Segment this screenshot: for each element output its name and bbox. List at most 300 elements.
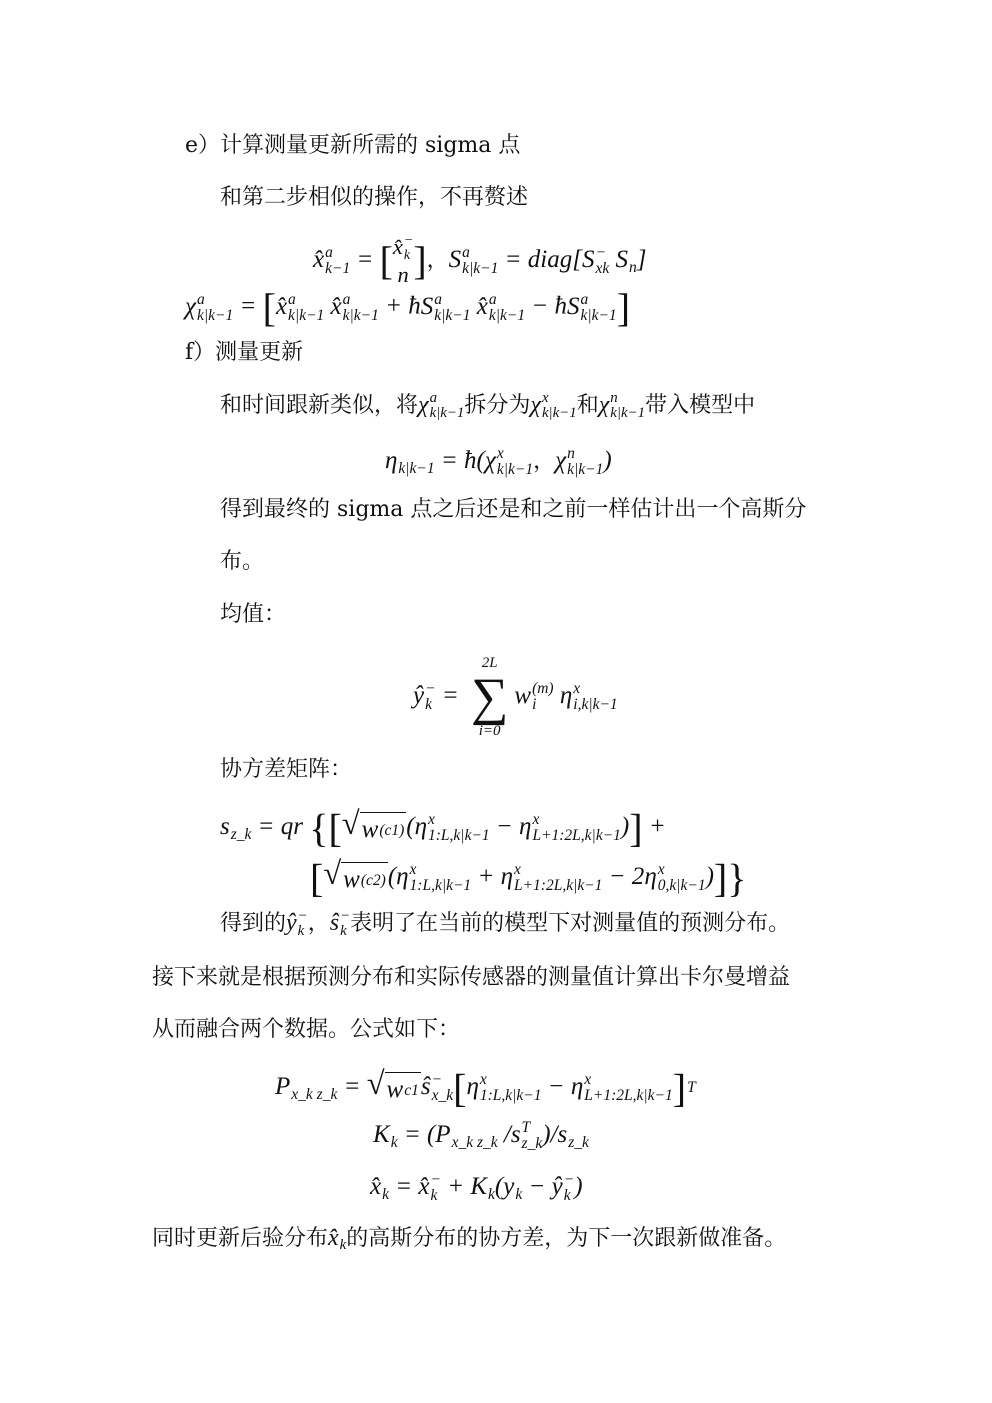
script bbox=[391, 1121, 398, 1151]
text-run: = ( bbox=[397, 1121, 436, 1148]
math-symbol bbox=[418, 1171, 441, 1205]
text-run: 拆分为 bbox=[464, 393, 531, 418]
math-symbol bbox=[185, 290, 234, 324]
bracket: ] bbox=[672, 1065, 687, 1111]
symbol-base: η bbox=[466, 1073, 479, 1100]
script bbox=[434, 292, 470, 325]
text-run: = bbox=[389, 1173, 419, 1200]
math-symbol bbox=[530, 389, 577, 422]
subscript: xk bbox=[595, 260, 610, 278]
square-root bbox=[342, 808, 406, 845]
superscript: a bbox=[197, 290, 205, 308]
math-symbol bbox=[362, 816, 405, 843]
line-text-kalman-2 bbox=[152, 1015, 460, 1045]
bracket: [ bbox=[379, 238, 393, 284]
line-text-similar bbox=[220, 183, 528, 213]
math-symbol bbox=[396, 861, 472, 895]
text-run: ) bbox=[705, 863, 714, 890]
math-symbol bbox=[476, 290, 526, 324]
symbol-base: η bbox=[559, 681, 573, 709]
line-formula-cov-2 bbox=[310, 855, 747, 901]
line-formula-sigma-points bbox=[185, 285, 631, 330]
line-formula-cross-cov bbox=[275, 1065, 696, 1111]
subscript: k|k−1 bbox=[197, 307, 234, 324]
script bbox=[658, 862, 706, 895]
symbol-base: χ bbox=[418, 392, 429, 418]
bracket: [ bbox=[310, 855, 324, 901]
radical-sign: √ bbox=[366, 1066, 385, 1102]
math-symbol bbox=[286, 907, 308, 940]
math-symbol bbox=[413, 679, 436, 714]
script bbox=[564, 1172, 574, 1205]
superscript: a bbox=[488, 290, 497, 308]
symbol-base: P bbox=[435, 1121, 451, 1148]
text-run: ) bbox=[620, 813, 630, 840]
text-run: / bbox=[497, 1121, 511, 1148]
superscript bbox=[391, 1121, 398, 1135]
script bbox=[325, 245, 350, 278]
script bbox=[542, 391, 577, 422]
sigma-symbol: ∑ bbox=[470, 668, 509, 726]
math-symbol bbox=[644, 861, 706, 895]
text-run: 从而融合两个数据。公式如下： bbox=[152, 1017, 461, 1042]
superscript: x bbox=[428, 811, 435, 828]
script bbox=[522, 1120, 543, 1153]
line-formula-eta bbox=[385, 446, 612, 479]
punctuation: ， bbox=[533, 449, 556, 474]
superscript: (m) bbox=[532, 679, 554, 697]
subscript: k bbox=[515, 1186, 523, 1204]
script bbox=[687, 1080, 696, 1096]
superscript: T bbox=[521, 1119, 531, 1136]
superscript: − bbox=[425, 679, 436, 697]
subscript: k bbox=[430, 1187, 438, 1205]
line-formula-mean bbox=[413, 656, 618, 739]
superscript: a bbox=[288, 290, 296, 308]
symbol-base: χ bbox=[530, 392, 541, 418]
symbol-base: x̂ bbox=[476, 292, 488, 320]
script bbox=[462, 245, 498, 278]
superscript: a bbox=[434, 290, 442, 308]
symbol-base: x̂ bbox=[370, 1173, 382, 1200]
text-run: n bbox=[397, 262, 409, 288]
script bbox=[568, 1121, 589, 1151]
matrix-entry bbox=[393, 234, 413, 263]
math-symbol bbox=[448, 243, 499, 278]
text-run: 均值： bbox=[220, 602, 287, 627]
square-root bbox=[323, 858, 387, 895]
symbol-base: η bbox=[385, 447, 398, 474]
text-run: − bbox=[522, 1173, 552, 1200]
text-run: = bbox=[233, 292, 263, 320]
math-symbol bbox=[418, 389, 465, 422]
subscript: 1:L,k|k−1 bbox=[428, 827, 490, 845]
text-run: = ħ( bbox=[434, 447, 485, 474]
script bbox=[382, 1173, 389, 1203]
subscript: k|k−1 bbox=[434, 307, 471, 324]
script bbox=[573, 681, 617, 714]
superscript: n bbox=[610, 389, 618, 406]
script bbox=[430, 1172, 440, 1205]
text-run: 协方差矩阵： bbox=[220, 757, 353, 782]
superscript: − bbox=[340, 907, 351, 924]
subscript: k|k−1 bbox=[541, 405, 577, 422]
symbol-base: η bbox=[644, 863, 657, 890]
symbol-base: ŝ bbox=[420, 1073, 431, 1100]
subscript: z_k bbox=[568, 1134, 589, 1152]
text-run: 和 bbox=[576, 393, 599, 418]
subscript: i,k|k−1 bbox=[573, 696, 618, 714]
symbol-base: S bbox=[448, 245, 462, 273]
script bbox=[488, 1173, 495, 1203]
math-symbol bbox=[598, 389, 646, 422]
script bbox=[514, 862, 602, 895]
script bbox=[489, 292, 525, 325]
bracket: ] bbox=[616, 285, 631, 330]
subscript: k bbox=[339, 1237, 347, 1254]
text-run: ， bbox=[307, 911, 330, 936]
math-symbol bbox=[551, 1171, 575, 1205]
math-symbol bbox=[373, 1121, 398, 1152]
superscript bbox=[488, 1173, 495, 1187]
text-run: ( bbox=[406, 813, 415, 840]
symbol-base: η bbox=[519, 813, 532, 840]
subscript: L+1:2L,k|k−1 bbox=[513, 877, 603, 895]
text-run: = diag[ bbox=[498, 245, 582, 273]
matrix-column bbox=[393, 234, 413, 288]
subscript: 1:L,k|k−1 bbox=[479, 1087, 542, 1105]
superscript: x bbox=[513, 861, 521, 878]
script bbox=[231, 813, 252, 843]
symbol-base: x̂ bbox=[418, 1173, 430, 1200]
math-symbol bbox=[470, 1173, 495, 1204]
math-symbol bbox=[466, 1071, 542, 1105]
math-symbol bbox=[328, 1225, 347, 1254]
script bbox=[497, 446, 533, 479]
line-text-covariance bbox=[220, 755, 352, 785]
superscript: x bbox=[409, 861, 417, 878]
script bbox=[629, 246, 637, 276]
math-symbol bbox=[570, 1071, 673, 1105]
line-formula-gain bbox=[373, 1120, 589, 1153]
subscript: 0,k|k−1 bbox=[657, 877, 706, 895]
superscript: a bbox=[325, 243, 333, 261]
symbol-base: χ bbox=[484, 447, 496, 474]
text-run: ] bbox=[636, 245, 647, 273]
subscript: k|k−1 bbox=[288, 307, 325, 324]
math-symbol bbox=[313, 243, 351, 278]
radical-sign: √ bbox=[341, 806, 360, 842]
superscript: n bbox=[567, 445, 575, 462]
superscript: c1 bbox=[404, 1082, 419, 1100]
symbol-base: w bbox=[361, 816, 379, 843]
text-run: + bbox=[440, 1173, 471, 1200]
subscript: L+1:2L,k|k−1 bbox=[532, 827, 621, 845]
sum-upper-limit: 2L bbox=[481, 655, 498, 671]
script bbox=[532, 681, 554, 714]
text-run: 得到最终的 sigma 点之后还是和之前一样估计出一个高斯分 bbox=[220, 497, 807, 522]
line-text-split bbox=[220, 390, 755, 422]
symbol-base: x̂ bbox=[328, 1225, 339, 1251]
text-run: 接下来就是根据预测分布和实际传感器的测量值计算出卡尔曼增益 bbox=[152, 965, 791, 990]
text-run: + bbox=[471, 863, 501, 890]
script bbox=[404, 234, 413, 263]
superscript: T bbox=[687, 1079, 696, 1097]
math-symbol bbox=[559, 679, 618, 714]
radicand bbox=[385, 1072, 421, 1105]
math-symbol bbox=[387, 1076, 419, 1103]
subscript: k|k−1 bbox=[429, 405, 465, 422]
subscript: n bbox=[628, 258, 637, 276]
symbol-base: x̂ bbox=[330, 292, 342, 320]
script bbox=[298, 909, 308, 940]
superscript bbox=[568, 1121, 589, 1135]
superscript bbox=[629, 246, 637, 260]
math-symbol bbox=[275, 290, 325, 324]
text-run: ( bbox=[387, 863, 397, 890]
superscript bbox=[452, 1121, 498, 1135]
text-run: f）测量更新 bbox=[185, 340, 304, 365]
text-run: 同时更新后验分布 bbox=[152, 1226, 329, 1251]
script bbox=[480, 1072, 542, 1105]
math-symbol bbox=[414, 811, 490, 845]
subscript: k|k−1 bbox=[488, 307, 526, 324]
subscript: k|k−1 bbox=[398, 460, 435, 478]
script bbox=[610, 391, 645, 422]
symbol-base: x̂ bbox=[392, 233, 403, 259]
symbol-base: P bbox=[275, 1073, 291, 1100]
subscript: k bbox=[297, 923, 305, 940]
line-text-gaussian-1 bbox=[220, 495, 806, 525]
subscript: k|k−1 bbox=[342, 307, 379, 324]
script bbox=[410, 862, 472, 895]
subscript: x_k z_k bbox=[451, 1134, 498, 1152]
text-run: 得到的 bbox=[220, 911, 287, 936]
line-text-kalman-1 bbox=[152, 963, 790, 993]
text-run: )/ bbox=[542, 1121, 558, 1148]
symbol-base: w bbox=[514, 681, 532, 709]
script bbox=[340, 909, 350, 940]
bracket: ] bbox=[629, 805, 643, 851]
script bbox=[595, 245, 609, 278]
script bbox=[379, 823, 404, 839]
symbol-base: S bbox=[420, 292, 434, 320]
symbol-base: χ bbox=[598, 392, 610, 418]
math-symbol bbox=[329, 907, 351, 940]
superscript: a bbox=[429, 389, 438, 406]
symbol-base: η bbox=[500, 863, 513, 890]
superscript bbox=[398, 447, 434, 461]
punctuation: ， bbox=[426, 247, 449, 273]
symbol-base: K bbox=[373, 1121, 390, 1148]
math-symbol bbox=[686, 1073, 696, 1100]
superscript: − bbox=[430, 1171, 441, 1188]
math-symbol bbox=[385, 447, 435, 478]
math-symbol bbox=[343, 866, 386, 893]
math-symbol bbox=[514, 679, 554, 714]
superscript: a bbox=[342, 290, 351, 308]
line-text-mean bbox=[220, 600, 286, 630]
square-root bbox=[367, 1068, 421, 1105]
math-symbol bbox=[420, 1071, 454, 1105]
script bbox=[197, 292, 233, 325]
symbol-base: S bbox=[581, 245, 595, 273]
radicand bbox=[341, 862, 388, 895]
bracket: {[ bbox=[309, 805, 342, 851]
superscript: a bbox=[462, 243, 470, 261]
math-symbol bbox=[420, 290, 471, 324]
line-formula-cov-1 bbox=[220, 805, 666, 851]
line-formula-update bbox=[370, 1172, 583, 1205]
subscript: z_k bbox=[230, 826, 252, 844]
subscript: k bbox=[382, 1186, 389, 1204]
text-run: 布。 bbox=[220, 549, 265, 574]
line-text-prediction bbox=[220, 908, 790, 940]
subscript: k bbox=[425, 696, 432, 714]
script bbox=[432, 1072, 454, 1105]
subscript: k|k−1 bbox=[567, 461, 604, 479]
superscript: x bbox=[479, 1071, 487, 1088]
matrix-entry bbox=[397, 263, 408, 288]
text-run: = qr bbox=[251, 813, 310, 840]
text-run: ( bbox=[494, 1173, 504, 1200]
symbol-base: s bbox=[510, 1121, 521, 1148]
subscript: z_k bbox=[521, 1135, 543, 1153]
superscript: (c1) bbox=[379, 822, 405, 840]
script bbox=[288, 292, 324, 325]
symbol-base: x̂ bbox=[313, 245, 325, 273]
superscript: x bbox=[657, 861, 665, 878]
subscript: k|k−1 bbox=[462, 260, 499, 278]
symbol-base: η bbox=[396, 863, 409, 890]
text-run: − 2 bbox=[602, 863, 645, 890]
line-text-gaussian-2 bbox=[220, 547, 264, 577]
script bbox=[343, 292, 379, 325]
subscript: k bbox=[488, 1186, 495, 1204]
symbol-base: ŝ bbox=[329, 910, 340, 936]
subscript: L+1:2L,k|k−1 bbox=[584, 1087, 673, 1105]
bracket: [ bbox=[453, 1065, 467, 1111]
superscript: − bbox=[563, 1171, 575, 1188]
superscript: − bbox=[431, 1071, 443, 1088]
text-run: − bbox=[541, 1073, 571, 1100]
text-run: 带入模型中 bbox=[645, 393, 756, 418]
radical-sign: √ bbox=[323, 856, 342, 892]
text-run: = bbox=[350, 245, 380, 273]
text-run: = bbox=[435, 681, 465, 709]
symbol-base: η bbox=[570, 1073, 584, 1100]
math-symbol bbox=[330, 290, 379, 324]
symbol-base: ŷ bbox=[413, 681, 425, 709]
script bbox=[398, 447, 434, 477]
text-run: − ħ bbox=[525, 292, 567, 320]
subscript: k bbox=[340, 923, 347, 940]
symbol-base: S bbox=[566, 292, 580, 320]
line-formula-augmented-state bbox=[313, 234, 646, 288]
superscript bbox=[231, 813, 252, 827]
symbol-base: w bbox=[343, 866, 360, 893]
symbol-base: s bbox=[557, 1121, 568, 1148]
superscript: − bbox=[595, 243, 606, 261]
subscript: k|k−1 bbox=[496, 461, 534, 479]
text-run: + bbox=[642, 813, 666, 840]
text-run: e）计算测量更新所需的 sigma 点 bbox=[185, 133, 521, 158]
subscript: k−1 bbox=[325, 260, 351, 278]
script bbox=[430, 391, 465, 422]
script bbox=[584, 1072, 672, 1105]
symbol-base: χ bbox=[555, 447, 567, 474]
text-run: + ħ bbox=[378, 292, 421, 320]
script bbox=[291, 1073, 337, 1103]
text-run: − bbox=[489, 813, 520, 840]
math-symbol bbox=[581, 243, 610, 278]
symbol-base: x̂ bbox=[275, 292, 288, 320]
text-run: 和第二步相似的操作，不再赘述 bbox=[220, 185, 529, 210]
subscript: x_k bbox=[431, 1087, 454, 1105]
line-heading-e bbox=[185, 131, 520, 161]
symbol-base: w bbox=[386, 1076, 404, 1103]
math-symbol bbox=[435, 1121, 498, 1152]
superscript: − bbox=[403, 233, 414, 248]
line-heading-f bbox=[185, 338, 303, 368]
script bbox=[580, 292, 616, 325]
text-run: ) bbox=[574, 1173, 583, 1200]
symbol-base: y bbox=[503, 1173, 515, 1200]
bracket: ] bbox=[413, 238, 427, 284]
symbol-base: ŷ bbox=[286, 910, 297, 936]
math-symbol bbox=[555, 445, 604, 479]
symbol-base: S bbox=[615, 245, 628, 273]
math-symbol bbox=[503, 1173, 523, 1204]
script bbox=[532, 812, 620, 845]
sum-lower-limit: i=0 bbox=[478, 722, 501, 739]
superscript: a bbox=[580, 290, 589, 308]
symbol-base: η bbox=[414, 813, 428, 840]
subscript: k|k−1 bbox=[580, 307, 617, 324]
math-symbol bbox=[500, 861, 603, 895]
subscript: x_k z_k bbox=[291, 1086, 338, 1104]
script bbox=[567, 446, 603, 479]
bracket: ]} bbox=[713, 855, 747, 901]
subscript: k bbox=[403, 247, 411, 263]
summation bbox=[471, 656, 508, 739]
math-symbol bbox=[557, 1121, 589, 1152]
text-run: = bbox=[337, 1073, 367, 1100]
superscript: x bbox=[541, 389, 549, 406]
script bbox=[425, 681, 435, 714]
math-symbol bbox=[615, 245, 637, 276]
text-run: 和时间跟新类似，将 bbox=[220, 393, 419, 418]
math-symbol bbox=[220, 813, 252, 844]
math-symbol bbox=[510, 1119, 543, 1153]
math-symbol bbox=[566, 290, 617, 324]
subscript: i bbox=[532, 696, 537, 714]
script bbox=[404, 1083, 419, 1099]
line-text-posterior bbox=[152, 1223, 786, 1254]
bracket: [ bbox=[262, 285, 276, 330]
symbol-base: ŷ bbox=[551, 1173, 563, 1200]
symbol-base: χ bbox=[185, 292, 196, 320]
superscript: (c2) bbox=[360, 872, 386, 890]
text-run: ) bbox=[603, 447, 612, 474]
subscript: 1:L,k|k−1 bbox=[409, 877, 472, 895]
radicand bbox=[360, 812, 407, 845]
superscript bbox=[382, 1173, 389, 1187]
math-symbol bbox=[519, 811, 621, 845]
math-symbol bbox=[484, 445, 534, 479]
symbol-base: s bbox=[220, 813, 230, 840]
superscript: x bbox=[573, 679, 581, 697]
